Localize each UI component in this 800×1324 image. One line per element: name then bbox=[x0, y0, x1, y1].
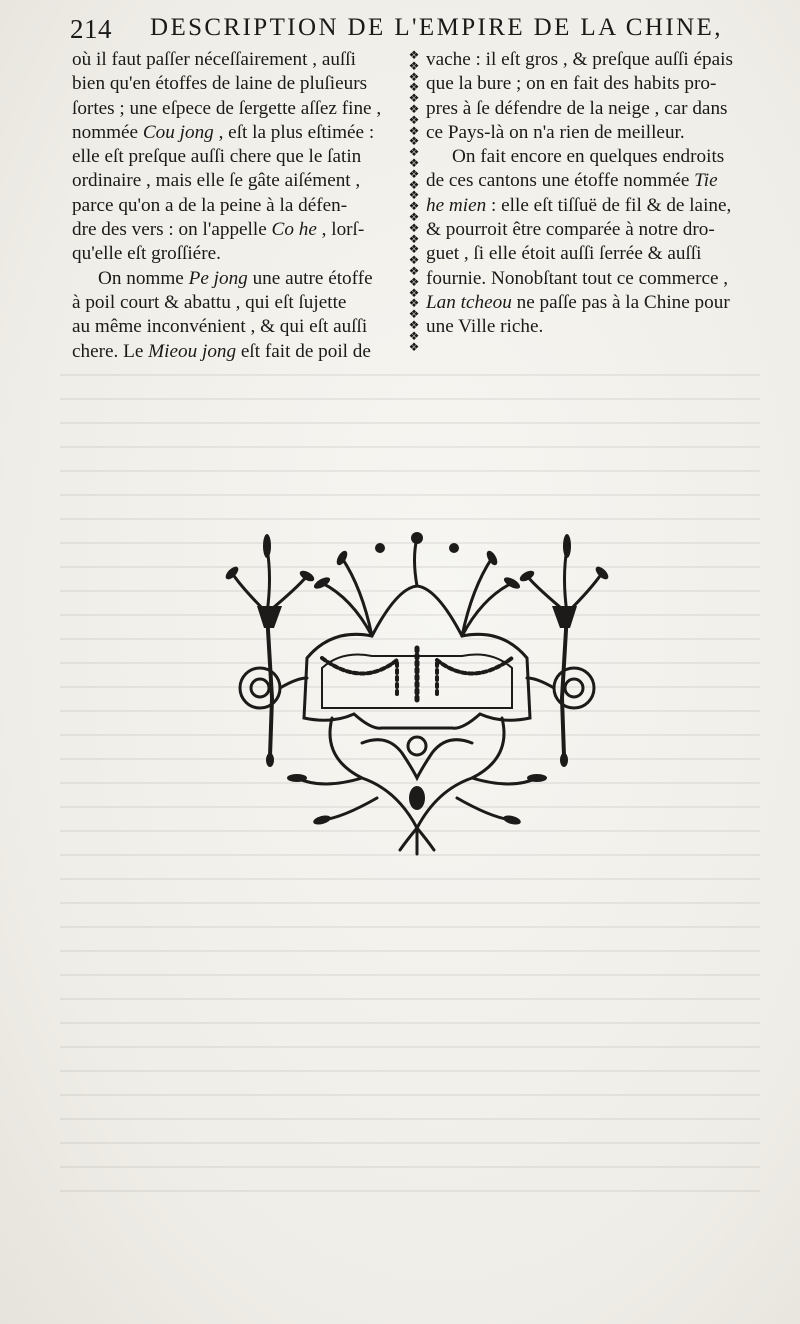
text-line: de ces cantons une étoffe nommée Tie bbox=[426, 170, 718, 192]
fleuron-icon: ❖ bbox=[408, 145, 420, 160]
fleuron-icon: ❖ bbox=[408, 199, 420, 214]
floral-vignette-icon bbox=[212, 528, 622, 858]
fleuron-icon: ❖ bbox=[408, 112, 420, 127]
fleuron-icon: ❖ bbox=[408, 91, 420, 106]
text-line: Lan tcheou ne paſſe pas à la Chine pour bbox=[426, 291, 730, 313]
fleuron-icon: ❖ bbox=[408, 188, 420, 203]
text-line: dre des vers : on l'appelle Co he , lorſ- bbox=[72, 219, 365, 241]
fleuron-icon: ❖ bbox=[408, 339, 420, 354]
fleuron-icon: ❖ bbox=[408, 253, 420, 268]
text-line: he mien : elle eſt tiſſuë de fil & de laine, bbox=[426, 194, 732, 216]
fleuron-icon: ❖ bbox=[408, 134, 420, 149]
fleuron-icon: ❖ bbox=[408, 155, 420, 170]
left-paragraph-2 bbox=[72, 267, 402, 364]
text-line: elle eſt preſque auſſi chere que le ſatin bbox=[72, 146, 362, 168]
term-tie-he-mien: he mien bbox=[426, 194, 487, 216]
text-line: bien qu'en étoffes de laine de pluſieurs bbox=[72, 73, 368, 95]
fleuron-icon: ❖ bbox=[408, 220, 420, 235]
fleuron-icon: ❖ bbox=[408, 296, 420, 311]
term-co-he: Co he bbox=[271, 219, 317, 241]
right-column bbox=[426, 48, 760, 340]
term-mieou-jong: Mieou jong bbox=[148, 340, 237, 362]
fleuron-icon: ❖ bbox=[408, 48, 420, 62]
text-line: ordinaire , mais elle ſe gâte aiſément , bbox=[72, 170, 361, 192]
text-line: pres à ſe défendre de la neige , car dans bbox=[426, 97, 728, 119]
text-line: parce qu'on a de la peine à la défen- bbox=[72, 194, 348, 216]
term-cou-jong: Cou jong bbox=[142, 121, 214, 143]
text-line: nommée Cou jong , eſt la plus eſtimée : bbox=[72, 121, 375, 143]
text-line: & pourroit être comparée à notre dro- bbox=[426, 219, 715, 241]
term-lan-tcheou: Lan tcheou bbox=[426, 291, 512, 313]
running-title: DESCRIPTION DE L'EMPIRE DE LA CHINE, bbox=[150, 14, 723, 41]
fleuron-icon: ❖ bbox=[408, 328, 420, 343]
text-line: guet , ſi elle étoit auſſi ſerrée & auſſi bbox=[426, 243, 702, 265]
term-pe-jong: Pe jong bbox=[188, 267, 248, 289]
text-line: ce Pays-là on n'a rien de meilleur. bbox=[426, 121, 685, 143]
text-line: qu'elle eſt groſſiére. bbox=[72, 243, 221, 265]
text-line: que la bure ; on en fait des habits pro- bbox=[426, 73, 717, 95]
text-line: au même inconvénient , & qui eſt auſſi bbox=[72, 316, 368, 338]
left-column bbox=[72, 48, 402, 364]
fleuron-icon: ❖ bbox=[408, 209, 420, 224]
text-line: On fait encore en quelques endroits bbox=[452, 146, 725, 168]
text-line: fournie. Nonobſtant tout ce commerce , bbox=[426, 267, 729, 289]
text-line: une Ville riche. bbox=[426, 316, 544, 338]
fleuron-icon: ❖ bbox=[408, 274, 420, 289]
fleuron-icon: ❖ bbox=[408, 177, 420, 192]
fleuron-icon: ❖ bbox=[408, 69, 420, 84]
right-paragraph-1 bbox=[426, 48, 760, 145]
text-line: ſortes ; une eſpece de ſergette aſſez fine , bbox=[72, 97, 382, 119]
left-paragraph-1 bbox=[72, 48, 402, 267]
text-line: vache : il eſt gros , & preſque auſſi épais bbox=[426, 49, 733, 70]
fleuron-icon: ❖ bbox=[408, 231, 420, 246]
fleuron-icon: ❖ bbox=[408, 242, 420, 257]
fleuron-icon: ❖ bbox=[408, 263, 420, 278]
fleuron-icon: ❖ bbox=[408, 307, 420, 322]
right-paragraph-2 bbox=[426, 145, 760, 339]
fleuron-icon: ❖ bbox=[408, 58, 420, 73]
fleuron-icon: ❖ bbox=[408, 285, 420, 300]
fleuron-icon: ❖ bbox=[408, 123, 420, 138]
text-line: où il faut paſſer néceſſairement , auſſi bbox=[72, 49, 356, 70]
fleuron-icon: ❖ bbox=[408, 101, 420, 116]
column-divider-ornament bbox=[407, 48, 421, 354]
fleuron-icon: ❖ bbox=[408, 80, 420, 95]
text-line: On nomme Pe jong une autre étoffe bbox=[98, 267, 373, 289]
fleuron-icon: ❖ bbox=[408, 166, 420, 181]
text-line: chere. Le Mieou jong eſt fait de poil de bbox=[72, 340, 371, 362]
term-tie-he-mien: Tie bbox=[694, 170, 718, 192]
text-line: à poil court & abattu , qui eſt ſujette bbox=[72, 291, 347, 313]
fleuron-icon: ❖ bbox=[408, 317, 420, 332]
page-number: 214 bbox=[70, 14, 112, 44]
